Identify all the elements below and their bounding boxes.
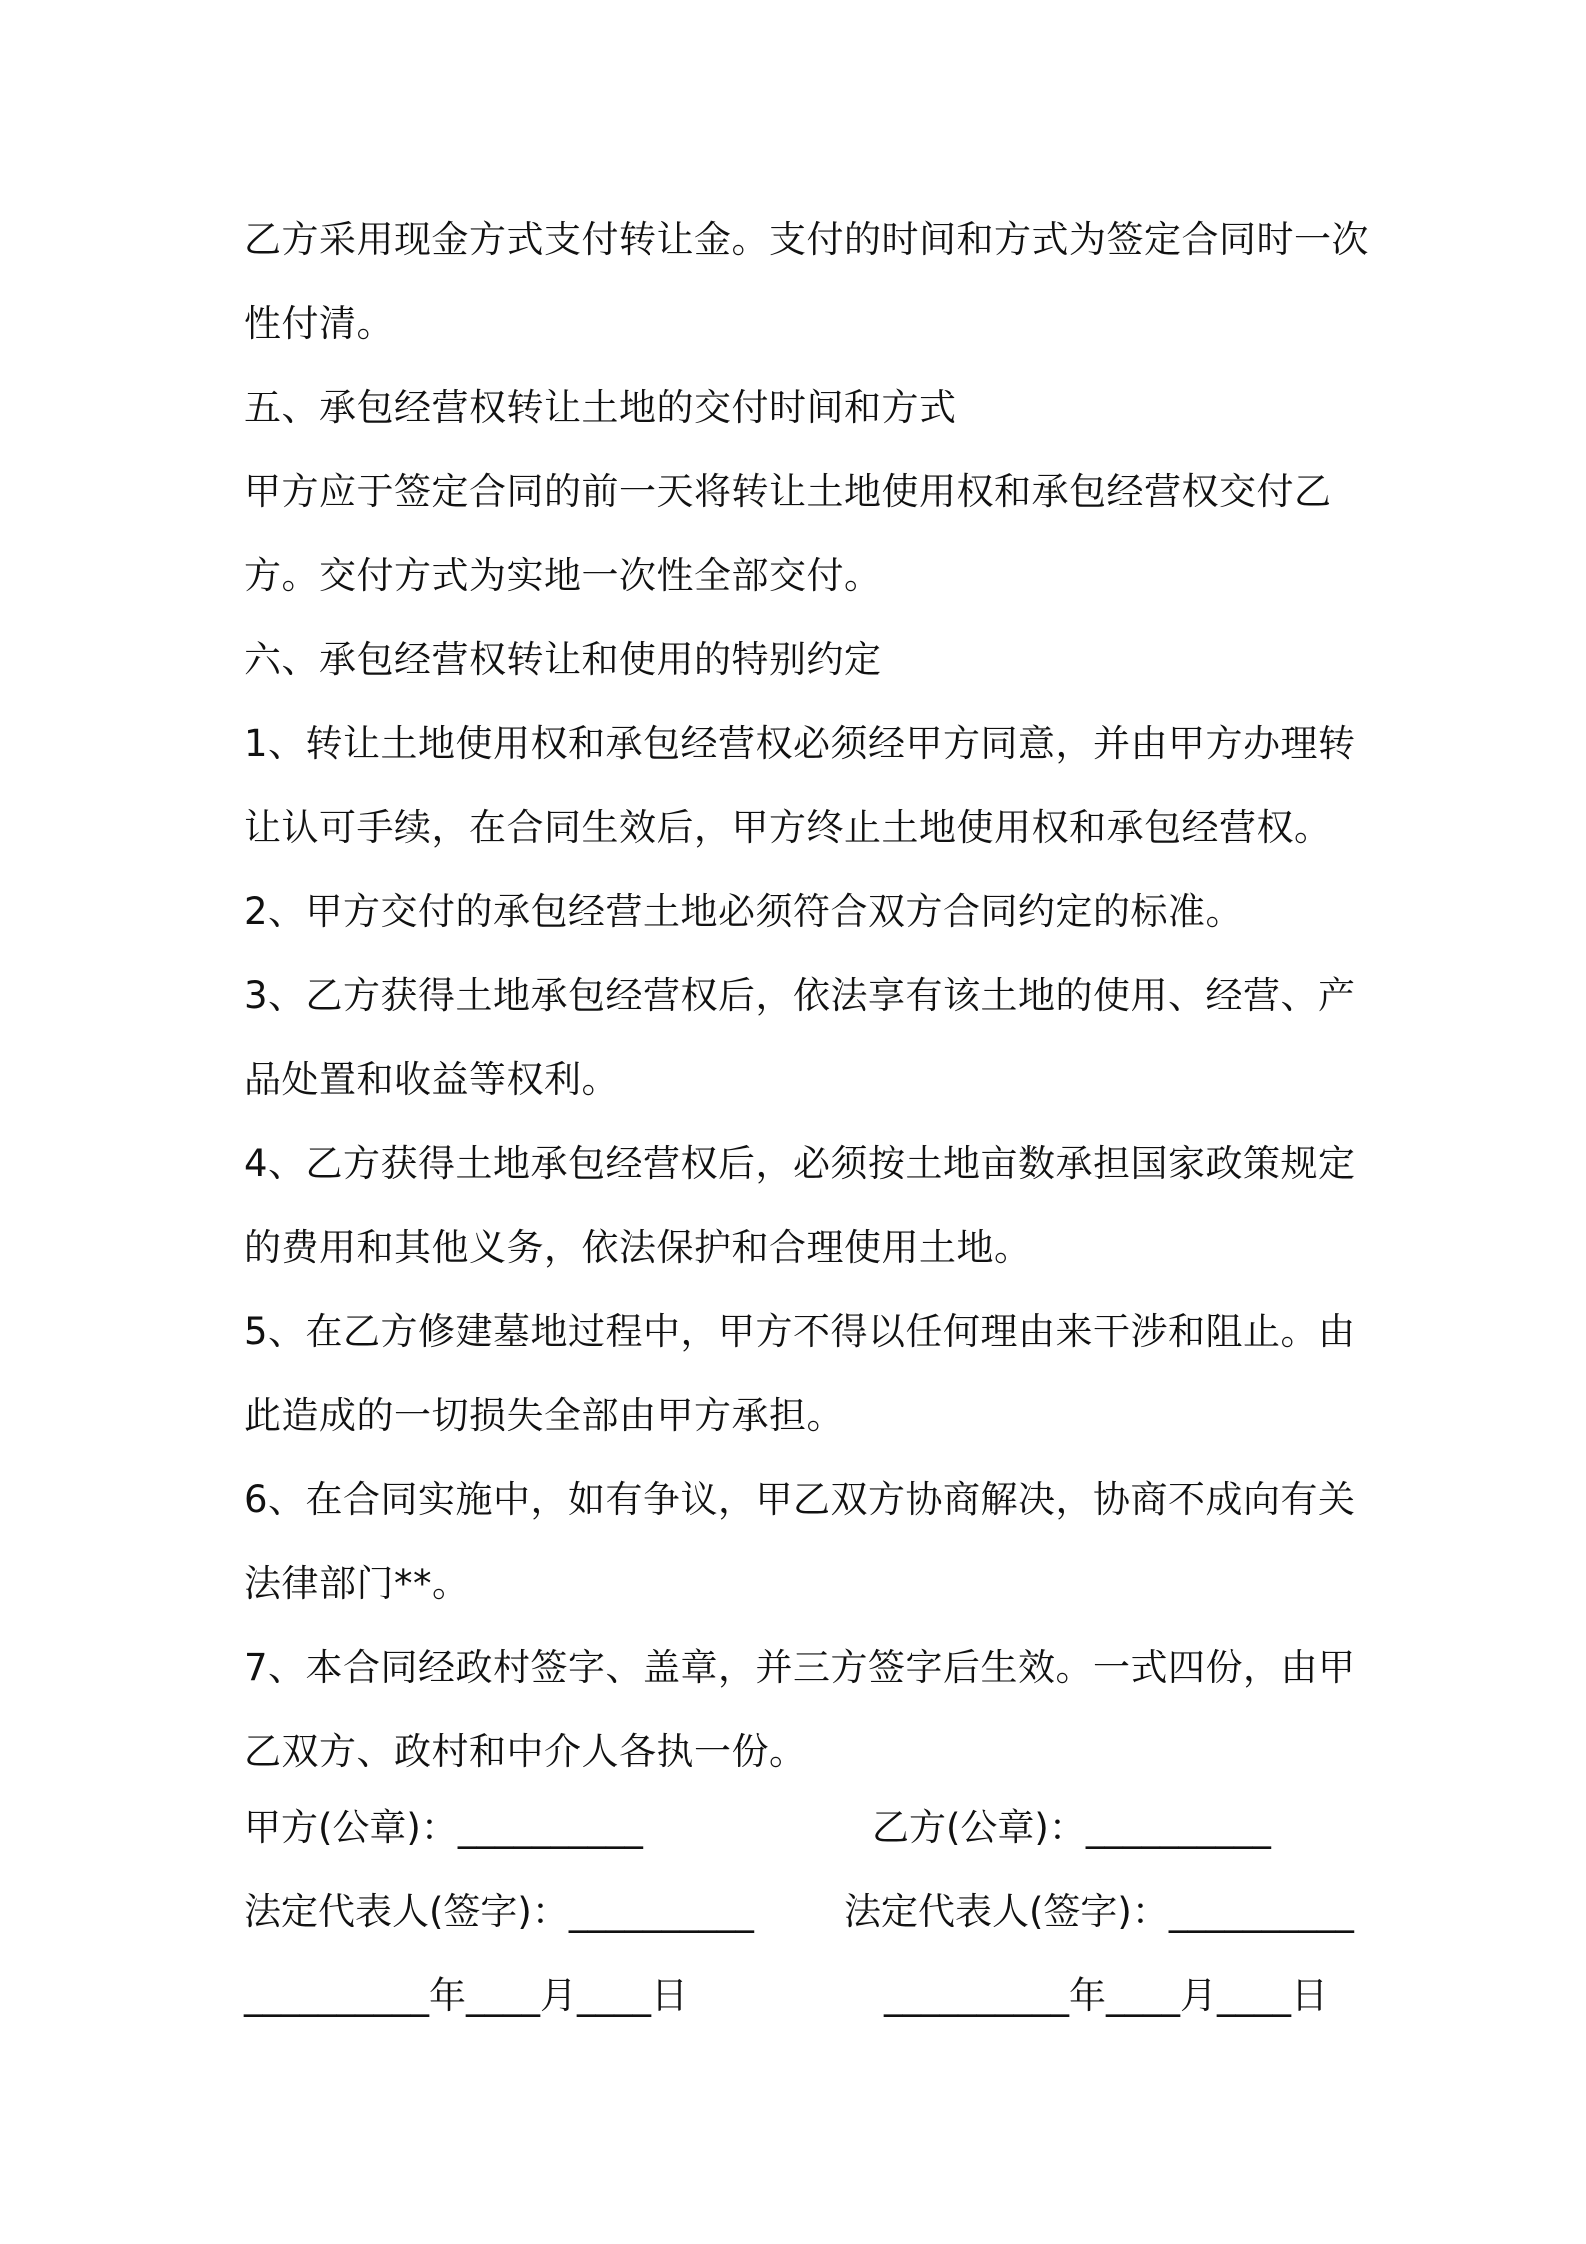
paragraph-line: 性付清。: [244, 302, 394, 345]
clause-line: 6、在合同实施中，如有争议，甲乙双方协商解决，协商不成向有关: [244, 1478, 1356, 1521]
clause-line: 4、乙方获得土地承包经营权后，必须按土地亩数承担国家政策规定: [244, 1142, 1356, 1185]
paragraph-line: 乙方采用现金方式支付转让金。支付的时间和方式为签定合同时一次: [244, 218, 1369, 261]
signature-block: [244, 1786, 1354, 2038]
clause-line: 的费用和其他义务，依法保护和合理使用土地。: [244, 1226, 1032, 1269]
clause-line: 5、在乙方修建墓地过程中，甲方不得以任何理由来干涉和阻止。由: [244, 1310, 1356, 1353]
party-b-representative-field: 法定代表人(签字)：__________: [844, 1890, 1354, 1933]
clause-line: 7、本合同经政村签字、盖章，并三方签字后生效。一式四份，由甲: [244, 1646, 1356, 1689]
seal-row: [244, 1786, 1354, 1870]
party-b-seal-field: 乙方(公章)：__________: [872, 1806, 1271, 1849]
paragraph-line: 方。交付方式为实地一次性全部交付。: [244, 554, 882, 597]
clause-line: 法律部门**。: [244, 1562, 470, 1605]
party-b-date-field: __________年____月____日: [884, 1974, 1328, 2017]
section-heading: 六、承包经营权转让和使用的特别约定: [244, 638, 882, 681]
date-row: [244, 1954, 1354, 2038]
clause-line: 1、转让土地使用权和承包经营权必须经甲方同意，并由甲方办理转: [244, 722, 1356, 765]
section-heading: 五、承包经营权转让土地的交付时间和方式: [244, 386, 957, 429]
contract-body: [244, 198, 1369, 1794]
clause-line: 品处置和收益等权利。: [244, 1058, 619, 1101]
clause-line: 乙双方、政村和中介人各执一份。: [244, 1730, 807, 1773]
clause-line: 3、乙方获得土地承包经营权后，依法享有该土地的使用、经营、产: [244, 974, 1356, 1017]
clause-line: 2、甲方交付的承包经营土地必须符合双方合同约定的标准。: [244, 890, 1244, 933]
party-a-representative-field: 法定代表人(签字)：__________: [244, 1890, 754, 1933]
clause-line: 让认可手续，在合同生效后，甲方终止土地使用权和承包经营权。: [244, 806, 1332, 849]
representative-row: [244, 1870, 1354, 1954]
party-a-seal-field: 甲方(公章)：__________: [244, 1806, 643, 1849]
clause-line: 此造成的一切损失全部由甲方承担。: [244, 1394, 844, 1437]
paragraph-line: 甲方应于签定合同的前一天将转让土地使用权和承包经营权交付乙: [244, 470, 1332, 513]
party-a-date-field: __________年____月____日: [244, 1974, 688, 2017]
